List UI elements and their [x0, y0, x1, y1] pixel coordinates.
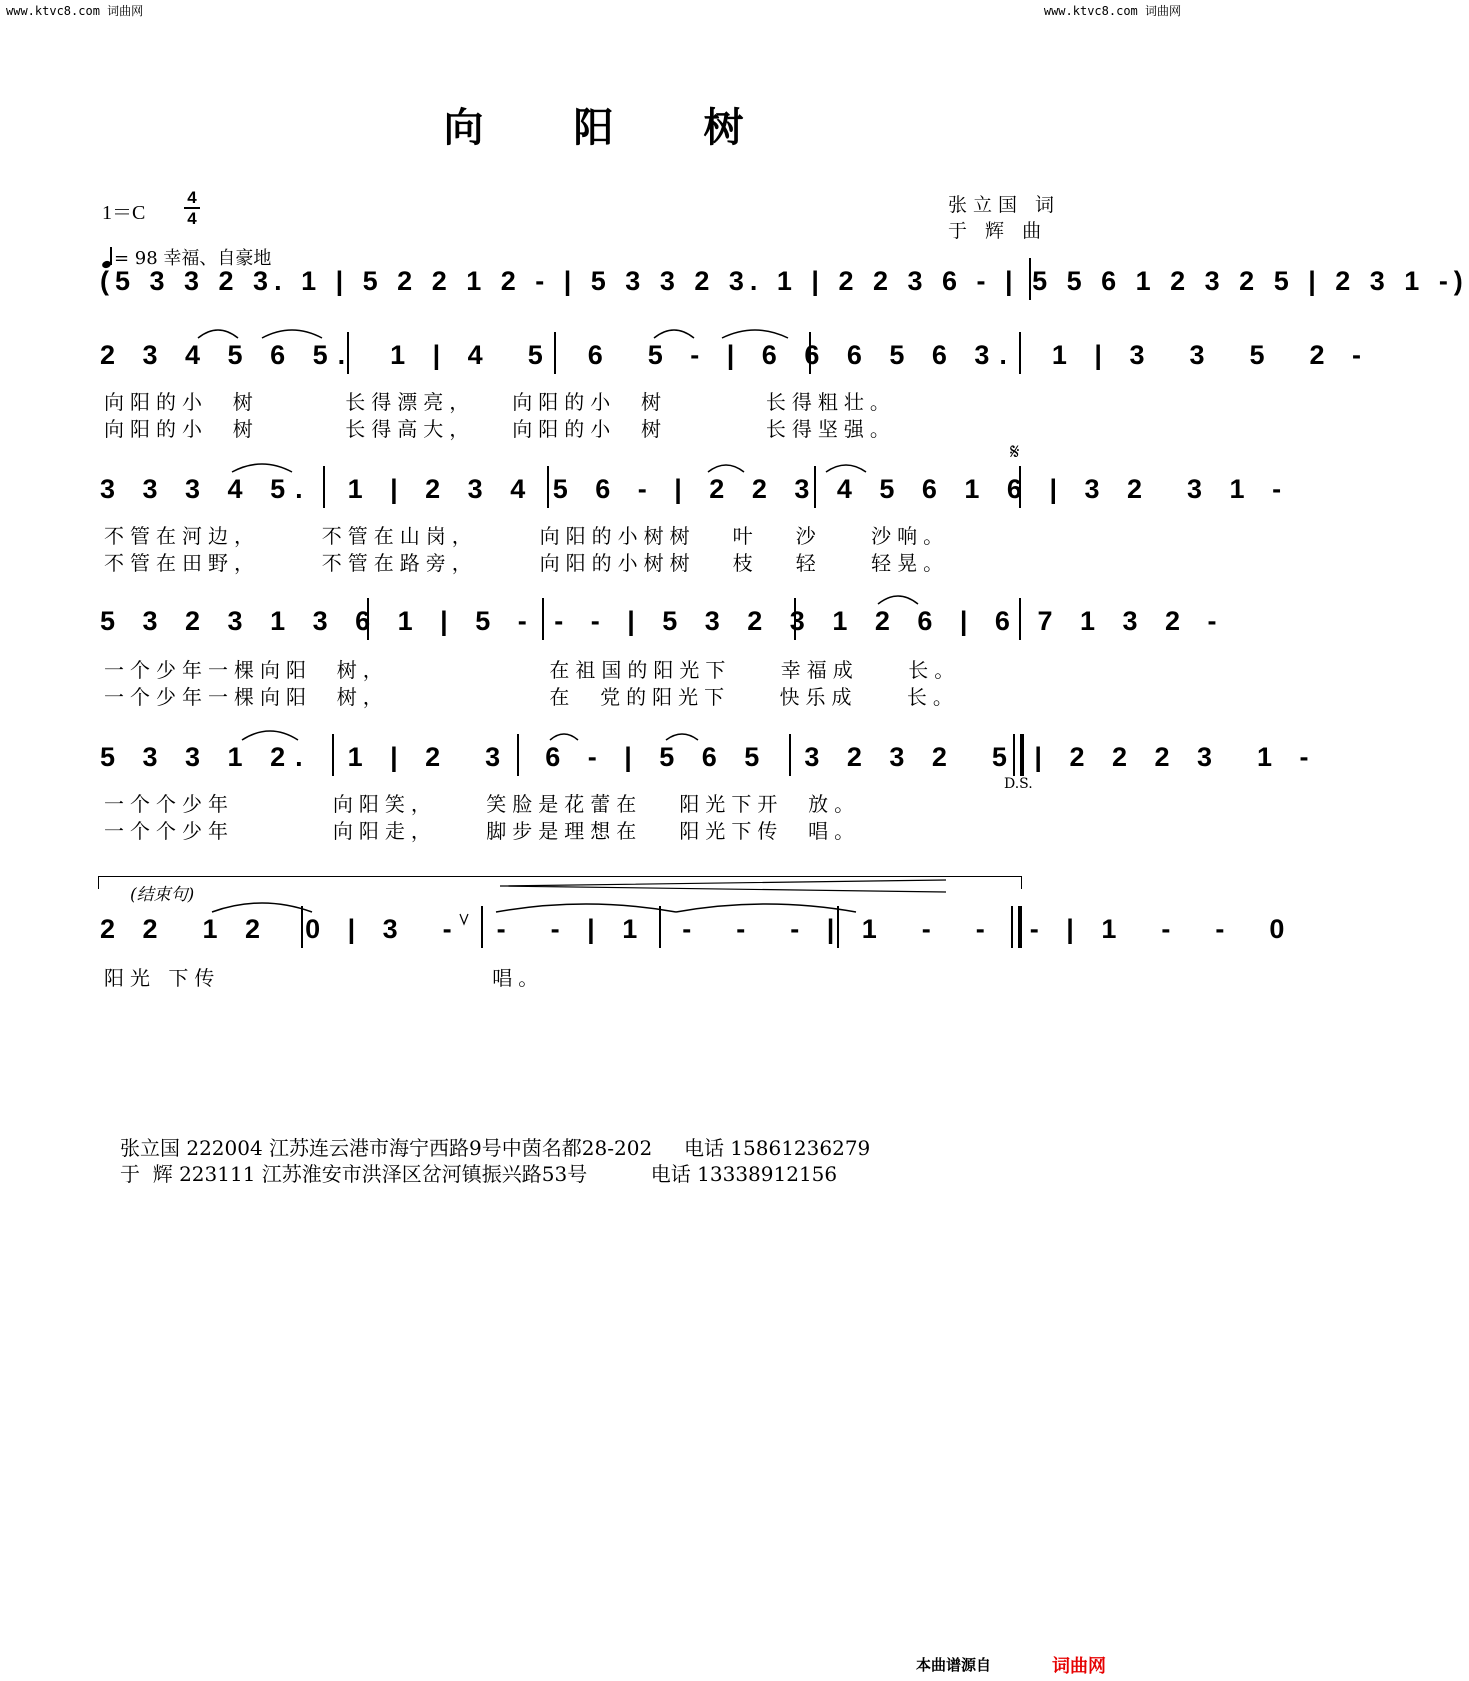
slur: [722, 330, 788, 338]
notation-line-3: 3 3 3 4 5. 1 | 2 3 4 5 6 - | 2 2 3 4 5 6 1 6 | 3 2 3 1 -: [100, 474, 1292, 504]
slur: [496, 904, 676, 912]
notation-line-ending: 2 2 1 2 0 | 3 - - - | 1 - - - | 1 - - - | 1 - - 0: [100, 914, 1295, 944]
slur: [262, 330, 322, 338]
segno-sign: 𝄋: [1010, 440, 1020, 465]
slur: [242, 731, 298, 740]
footer-logo[interactable]: 词曲网: [1052, 1656, 1106, 1677]
tempo-text: = 98 幸福、自豪地: [114, 248, 272, 269]
slur: [666, 734, 698, 740]
site-header-left[interactable]: www.ktvc8.com 词曲网: [6, 4, 144, 18]
slur: [676, 904, 856, 912]
slur: [878, 596, 918, 604]
slur: [198, 330, 238, 338]
site-header-right[interactable]: www.ktvc8.com 词曲网: [1043, 4, 1181, 18]
lyric-line-5a: 一个个少年 向阳笑， 笑脸是花蕾在 阳光下开 放。: [104, 792, 861, 816]
footer-source-label: 本曲谱源自: [916, 1656, 992, 1674]
lyric-line-5b: 一个个少年 向阳走， 脚步是理想在 阳光下传 唱。: [104, 819, 861, 843]
lyric-line-ending: 阳光 下传 唱。: [104, 966, 545, 990]
slur: [550, 734, 578, 740]
slur: [708, 465, 744, 472]
slur: [826, 465, 866, 472]
lyric-line-4a: 一个少年一棵向阳 树， 在祖国的阳光下 幸福成 长。: [104, 658, 961, 682]
time-signature-bottom: 4: [187, 209, 197, 228]
key-signature: 1＝C: [102, 202, 146, 224]
slur: [212, 903, 312, 912]
lyric-line-3b: 不管在田野， 不管在路旁， 向阳的小树树 枝 轻 轻晃。: [104, 551, 950, 575]
slur: [654, 330, 694, 338]
lyric-line-4b: 一个少年一棵向阳 树， 在 党的阳光下 快乐成 长。: [104, 685, 959, 709]
notation-line-intro: (5 3 3 2 3. 1 | 5 2 2 1 2 - | 5 3 3 2 3. 1 | 2 2 3 6 - | 5 5 6 1 2 3 2 5 | 2 3 1 -): [100, 266, 1469, 296]
lyric-line-2b: 向阳的小 树 长得高大， 向阳的小 树 长得坚强。: [104, 417, 896, 441]
notation-line-2: 2 3 4 5 6 5. 1 | 4 5 6 5 - | 6 6 6 5 6 3. 1 | 3 3 5 2 -: [100, 340, 1372, 370]
notation-line-5: 5 3 3 1 2. 1 | 2 3 6 - | 5 6 5 3 2 3 2 5 | 2 2 2 3 1 -: [100, 742, 1319, 772]
ending-label: (结束句): [130, 885, 195, 905]
lyric-line-3a: 不管在河边， 不管在山岗， 向阳的小树树 叶 沙 沙响。: [104, 524, 950, 548]
crescendo-hairpin: [500, 880, 946, 892]
time-signature-top: 4: [187, 188, 197, 207]
contact-lyricist: 张立国 222004 江苏连云港市海宁西路9号中茵名都28-202 电话 15861236279: [120, 1136, 871, 1160]
lyricist-credit: 张立国 词: [948, 194, 1061, 216]
lyric-line-2a: 向阳的小 树 长得漂亮， 向阳的小 树 长得粗壮。: [104, 390, 896, 414]
slur: [232, 464, 292, 472]
notation-line-4: 5 3 2 3 1 3 6 1 | 5 - - - | 5 3 2 3 1 2 6 | 6 7 1 3 2 -: [100, 606, 1227, 636]
contact-composer: 于 辉 223111 江苏淮安市洪泽区岔河镇振兴路53号 电话 13338912156: [120, 1162, 838, 1186]
composer-credit: 于 辉 曲: [948, 220, 1048, 242]
breath-mark: [460, 914, 468, 924]
page-title: 向阳树: [443, 104, 834, 151]
ds-marking: D.S.: [1004, 776, 1033, 792]
